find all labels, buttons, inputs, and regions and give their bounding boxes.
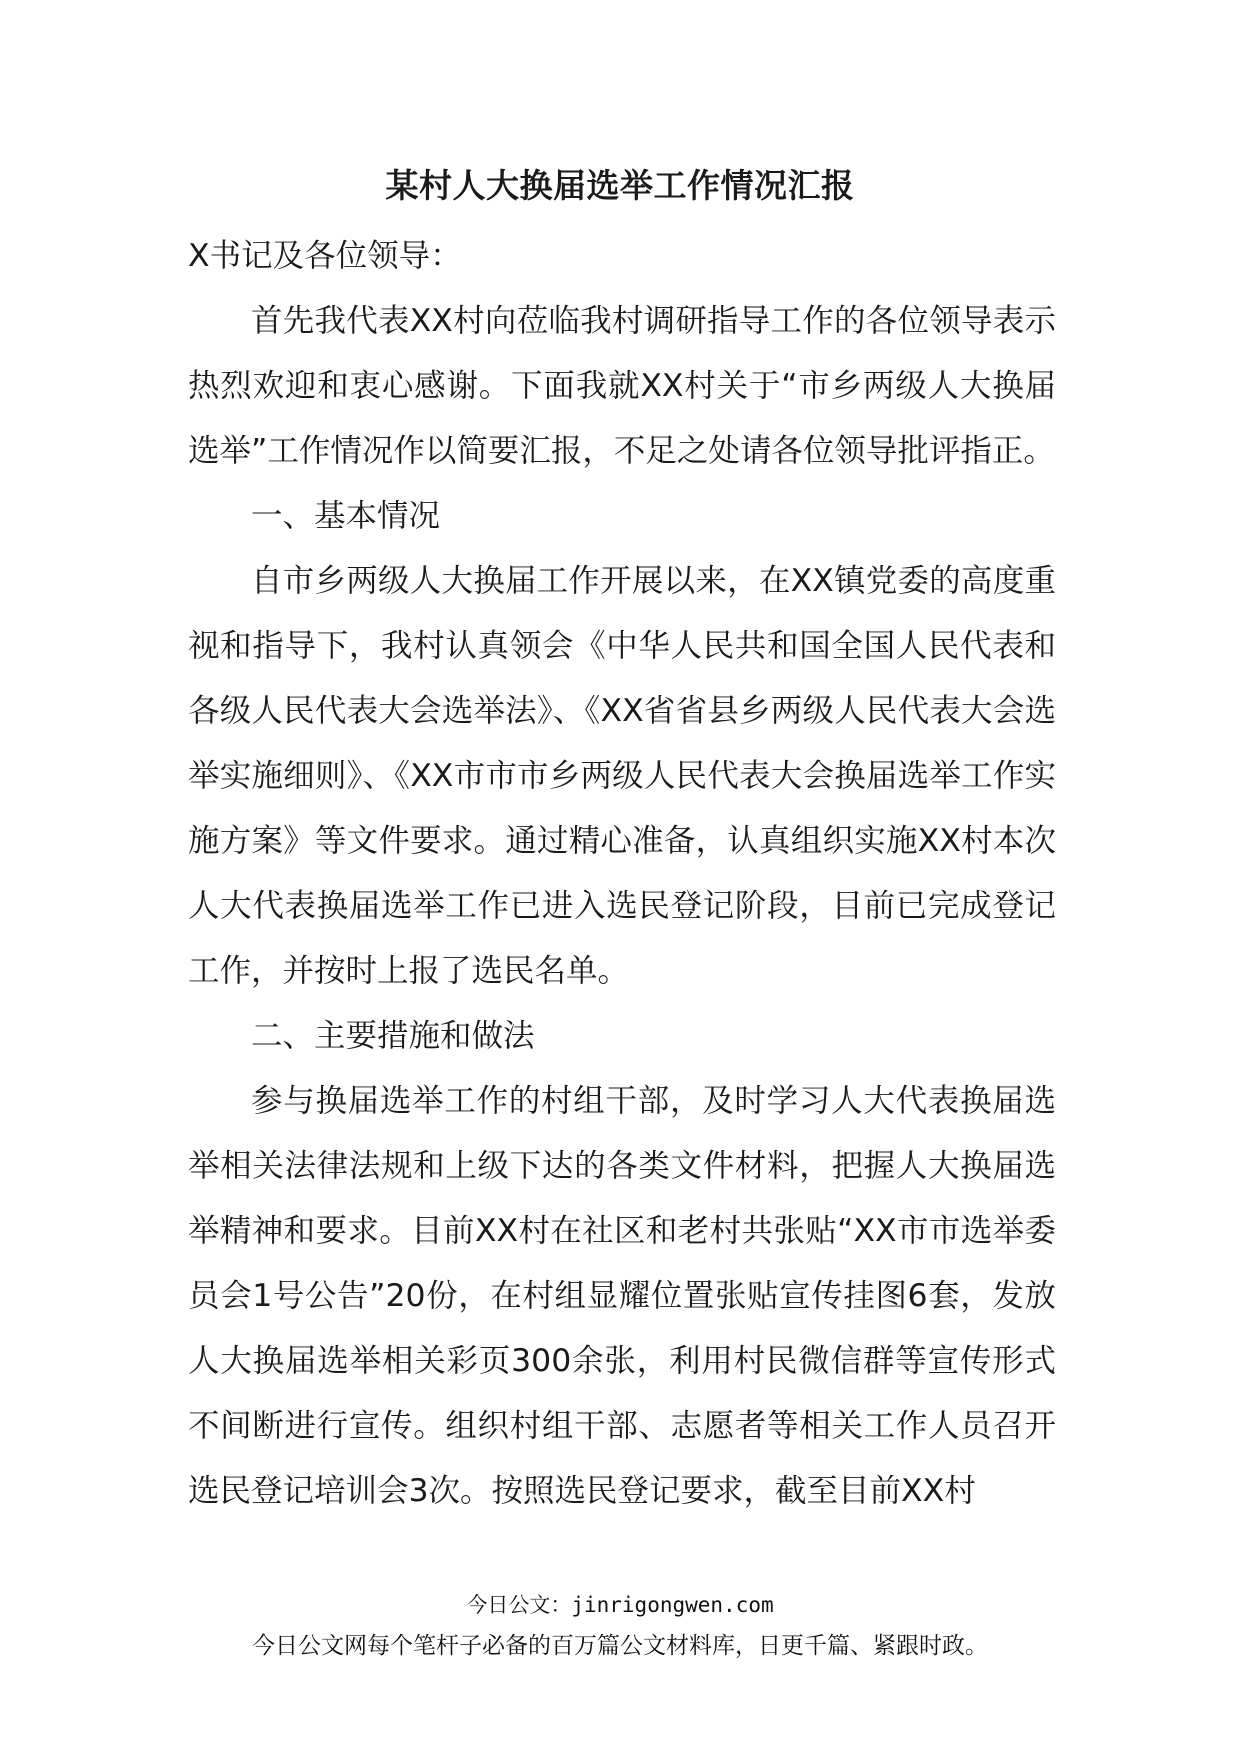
paragraph-intro: 首先我代表XX村向莅临我村调研指导工作的各位领导表示热烈欢迎和衷心感谢。下面我就XX村关于“市乡两级人大换届选举”工作情况作以简要汇报，不足之处请各位领导批评指正。: [188, 303, 1056, 469]
paragraph-main-measures: 参与换届选举工作的村组干部，及时学习人大代表换届选举相关法律法规和上级下达的各类文件材料，把握人大换届选举精神和要求。目前XX村在社区和老村共张贴“XX市市选举委员会1号公告”20份，在村组显耀位置张贴宣传挂图6套，发放人大换届选举相关彩页300余张，利用村民微信群等宣传形式不间断进行宣传。组织村组干部、志愿者等相关工作人员召开选民登记培训会3次。按照选民登记要求，截至目前XX村: [188, 1083, 1056, 1509]
document-body: [188, 224, 1056, 1524]
salutation: X书记及各位领导：: [188, 238, 462, 274]
section-heading-basic-situation: 一、基本情况: [251, 498, 441, 534]
paragraph-basic-situation: 自市乡两级人大换届工作开展以来，在XX镇党委的高度重视和指导下，我村认真领会《中华人民共和国全国人民代表和各级人民代表大会选举法》、《XX省省县乡两级人民代表大会选举实施细则》、《XX市市市乡两级人民代表大会换届选举工作实施方案》等文件要求。通过精心准备，认真组织实施XX村本次人大代表换届选举工作已进入选民登记阶段，目前已完成登记工作，并按时上报了选民名单。: [188, 563, 1056, 989]
footer-slogan: 今日公文网每个笔杆子必备的百万篇公文材料库，日更千篇、紧跟时政。: [252, 1633, 988, 1659]
document-title: 某村人大换届选举工作情况汇报: [385, 166, 855, 205]
section-heading-main-measures: 二、主要措施和做法: [251, 1018, 535, 1054]
footer-site-link[interactable]: 今日公文：jinrigongwen.com: [466, 1593, 774, 1617]
